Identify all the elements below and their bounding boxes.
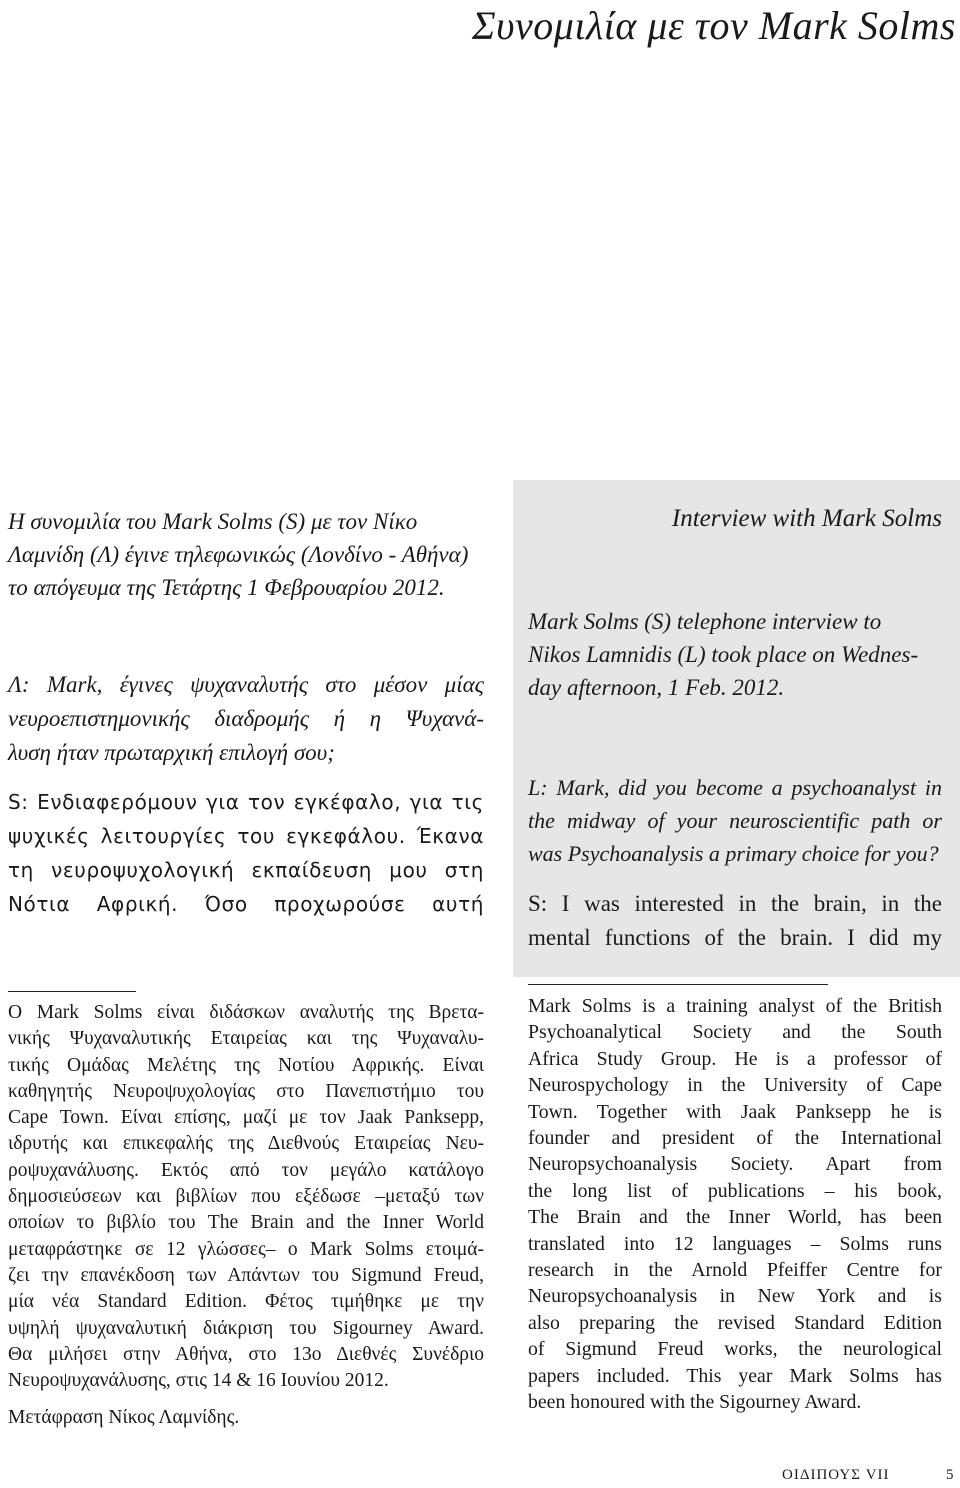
greek-question: Λ: Mark, έγινες ψυχαναλυτής στο μέσον μίας νευροεπιστημονικής διαδρομής ή η Ψυχανά- λυση ήταν πρωταρχική επιλογή σου; bbox=[8, 672, 484, 765]
greek-footnote-rule bbox=[8, 991, 136, 992]
journal-name: ΟΙΔΙΠΟΥΣ VII bbox=[782, 1467, 890, 1483]
greek-footnote: Ο Mark Solms είναι διδάσκων αναλυτής της Βρετα- νικής Ψυχαναλυτικής Εταιρείας και της Ψυχαναλυ- τικής Ομάδας Μελέτης της Νοτίου Αφρικής. Είναι καθηγητής Νευροψυχολογίας στο Πανεπιστήμιο του Cape Town. Είναι επίσης, μαζί με τον Jaak Panksepp, ιδρυτής και επικεφαλής της Διεθνούς Εταιρείας Νευ- ροψυχανάλυσης. Εκτός από τον μεγάλο κατάλογο δημοσιεύσεων και βιβλίων που εξέδωσε –μεταξύ των οποίων το βιβλίο του The Brain and the Inner World μεταφράστηκε σε 12 γλώσσες– ο Mark Solms ετοιμά- ζει την επανέκδοση των Απάντων του Sigmund Freud, μία νέα Standard Edition. Φέτος τιμήθηκε με την υψηλή ψυχαναλυτική διάκριση του Sigourney Award. Θα μιλήσει στην Αθήνα, στο 13ο Διεθνές Συνέδριο Νευροψυχανάλυσης, στις 14 & 16 Ιουνίου 2012. bbox=[8, 1002, 484, 1392]
page-title: Συνομιλία με τον Mark Solms bbox=[471, 3, 956, 48]
greek-answer: S: Ενδιαφερόμουν για τον εγκέφαλο, για τις ψυχικές λειτουργίες του εγκεφάλου. Έκανα τη νευροψυχολογική εκπαίδευση μου στη Νότια Αφρική. Όσο προχωρούσε αυτή bbox=[8, 790, 484, 916]
english-question: L: Mark, did you become a psychoanalyst in the midway of your neuroscientific path or was Psychoanalysis a primary choice for you? bbox=[528, 775, 942, 866]
english-footnote: Mark Solms is a training analyst of the British Psychoanalytical Society and the South Africa Study Group. He is a professor of Neurospychology in the University of Cape Town. Together with Jaak Panksepp he is founder and president of the International Neuropsychoanalysis Society. Apart from the long list of publications – his book, The Brain and the Inner World, has been translated into 12 languages – Solms runs research in the Arnold Pfeiffer Centre for Neuropsychoanalysis in New York and is also preparing the revised Standard Edition of Sigmund Freud works, the neurological papers included. This year Mark Solms has been honoured with the Sigourney Award. bbox=[528, 995, 942, 1414]
translation-credit: Μετάφραση Νίκος Λαμνίδης. bbox=[8, 1407, 240, 1428]
page-number: 5 bbox=[946, 1467, 955, 1483]
english-answer: S: I was interested in the brain, in the mental functions of the brain. I did my bbox=[528, 891, 942, 950]
english-intro: Mark Solms (S) telephone interview to Nikos Lamnidis (L) took place on Wednes- day afternoon, 1 Feb. 2012. bbox=[528, 609, 919, 700]
english-panel-title: Interview with Mark Solms bbox=[671, 505, 942, 532]
english-footnote-rule bbox=[528, 984, 828, 985]
greek-intro: Η συνομιλία του Mark Solms (S) με τον Νίκο Λαμνίδη (Λ) έγινε τηλεφωνικώς (Λονδίνο - Αθήνα) το απόγευμα της Τετάρτης 1 Φεβρουαρίου 2012. bbox=[8, 509, 469, 600]
